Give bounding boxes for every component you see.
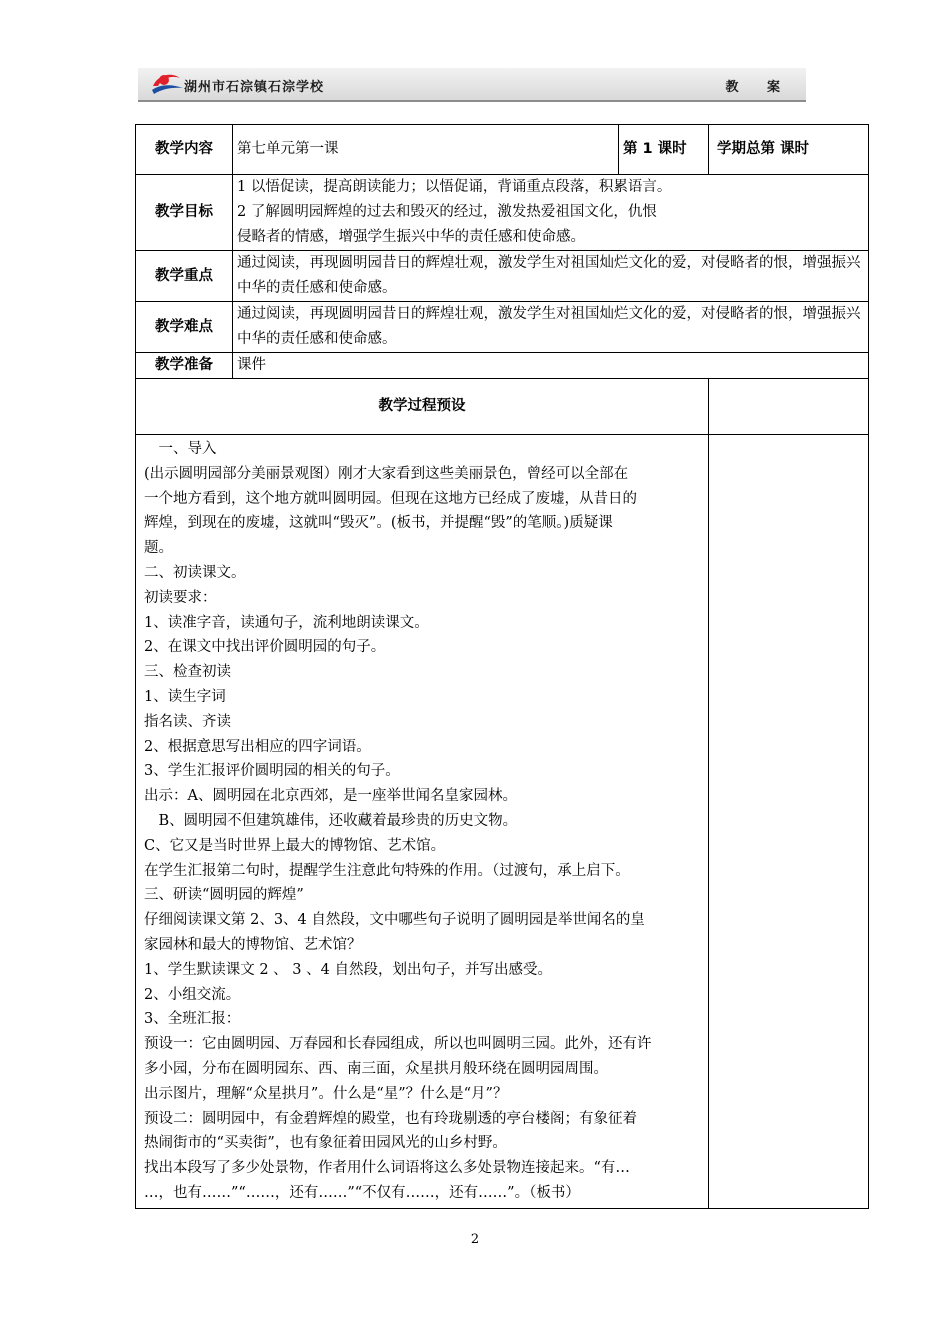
process-line: 仔细阅读课文第 2、3、4 自然段，文中哪些句子说明了圆明园是举世闻名的皇 [144,912,645,929]
goal-line: 1 以悟促读，提高朗读能力；以悟促诵，背诵重点段落，积累语言。 [237,179,672,195]
row-key [136,251,869,302]
value-period: 第 1 课时 [619,125,709,175]
value-key: 通过阅读，再现圆明园昔日的辉煌壮观，激发学生对祖国灿烂文化的爱，对侵略者的恨，增强振兴中华的责任感和使命感。 [233,251,869,302]
school-name: 湖州市石淙镇石淙学校 [184,80,325,95]
process-line: C、它又是当时世界上最大的博物馆、艺术馆。 [144,837,446,854]
process-line: 3、全班汇报： [144,1011,241,1028]
process-line: 在学生汇报第二句时，提醒学生注意此句特殊的作用。（过渡句，承上启下。 [144,862,630,879]
process-line: 二、初读课文。 [144,564,246,581]
process-line: 多小园，分布在圆明园东、西、南三面，众星拱月般环绕在圆明园周围。 [144,1060,608,1077]
header-doc-type: 教 案 [725,80,792,95]
process-line: 初读要求： [144,589,217,606]
process-body [136,435,709,1209]
value-goals [233,175,869,251]
process-line: 一、导入 [144,441,217,457]
page-number: 2 [470,1232,480,1247]
process-line: (出示圆明园部分美丽景观图）刚才大家看到这些美丽景色，曾经可以全部在 [144,465,629,482]
value-difficult: 通过阅读，再现圆明园昔日的辉煌壮观，激发学生对祖国灿烂文化的爱，对侵略者的恨，增强振兴中华的责任感和使命感。 [233,302,869,353]
lesson-plan-table [135,124,869,1209]
row-process-title [136,379,869,435]
process-line: …，也有……”“……，还有……”“不仅有……，还有……”。（板书） [144,1184,580,1201]
process-line: 预设一：它由圆明园、万春园和长春园组成，所以也叫圆明三园。此外，还有许 [144,1036,652,1053]
process-line: 出示图片，理解“众星拱月”。什么是“星”？什么是“月”？ [144,1085,508,1102]
row-prep [136,353,869,379]
row-process-body [136,435,869,1209]
process-line: 一个地方看到，这个地方就叫圆明园。但现在这地方已经成了废墟，从昔日的 [144,490,637,507]
process-line: 三、研读“圆明园的辉煌” [144,887,304,904]
value-prep: 课件 [233,353,869,379]
page-header [138,68,806,102]
process-line: 题。 [144,540,173,557]
process-title: 教学过程预设 [136,379,709,435]
row-goals [136,175,869,251]
label-difficult: 教学难点 [136,302,233,353]
process-line: 2、小组交流。 [144,986,241,1003]
goal-line: 侵略者的情感，增强学生振兴中华的责任感和使命感。 [237,229,585,245]
label-key: 教学重点 [136,251,233,302]
process-line: 1、学生默读课文 2 、 3 、4 自然段，划出句子，并写出感受。 [144,961,552,978]
label-content: 教学内容 [136,125,233,175]
process-line: 3、学生汇报评价圆明园的相关的句子。 [144,763,400,780]
school-logo-icon [150,70,184,96]
process-line: B、圆明园不但建筑雄伟，还收藏着最珍贵的历史文物。 [144,812,518,829]
goal-line: 2 了解圆明园辉煌的过去和毁灭的经过，激发热爱祖国文化，仇恨 [237,204,657,220]
process-line: 三、检查初读 [144,664,231,681]
process-line: 1、读准字音，读通句子，流利地朗读课文。 [144,614,429,631]
value-term: 学期总第 课时 [709,125,869,175]
label-goals: 教学目标 [136,175,233,251]
process-line: 预设二：圆明园中，有金碧辉煌的殿堂，也有玲珑剔透的亭台楼阁；有象征着 [144,1110,637,1127]
notes-column [709,379,869,435]
process-line: 热闹街市的“买卖街”，也有象征着田园风光的山乡村野。 [144,1135,507,1152]
process-line: 2、根据意思写出相应的四字词语。 [144,738,371,755]
process-line: 家园林和最大的博物馆、艺术馆？ [144,936,362,953]
process-line: 1、读生字词 [144,688,226,705]
value-content: 第七单元第一课 [233,125,619,175]
process-line: 2、在课文中找出评价圆明园的句子。 [144,639,386,656]
process-line: 辉煌，到现在的废墟，这就叫“毁灭”。(板书，并提醒“毁”的笔顺。)质疑课 [144,515,613,532]
row-difficult [136,302,869,353]
notes-column [709,435,869,1209]
row-content [136,125,869,175]
process-line: 找出本段写了多少处景物，作者用什么词语将这么多处景物连接起来。“有… [144,1160,630,1177]
process-line: 出示：A、圆明园在北京西郊，是一座举世闻名皇家园林。 [144,788,517,805]
process-line: 指名读、齐读 [144,713,231,730]
label-prep: 教学准备 [136,353,233,379]
